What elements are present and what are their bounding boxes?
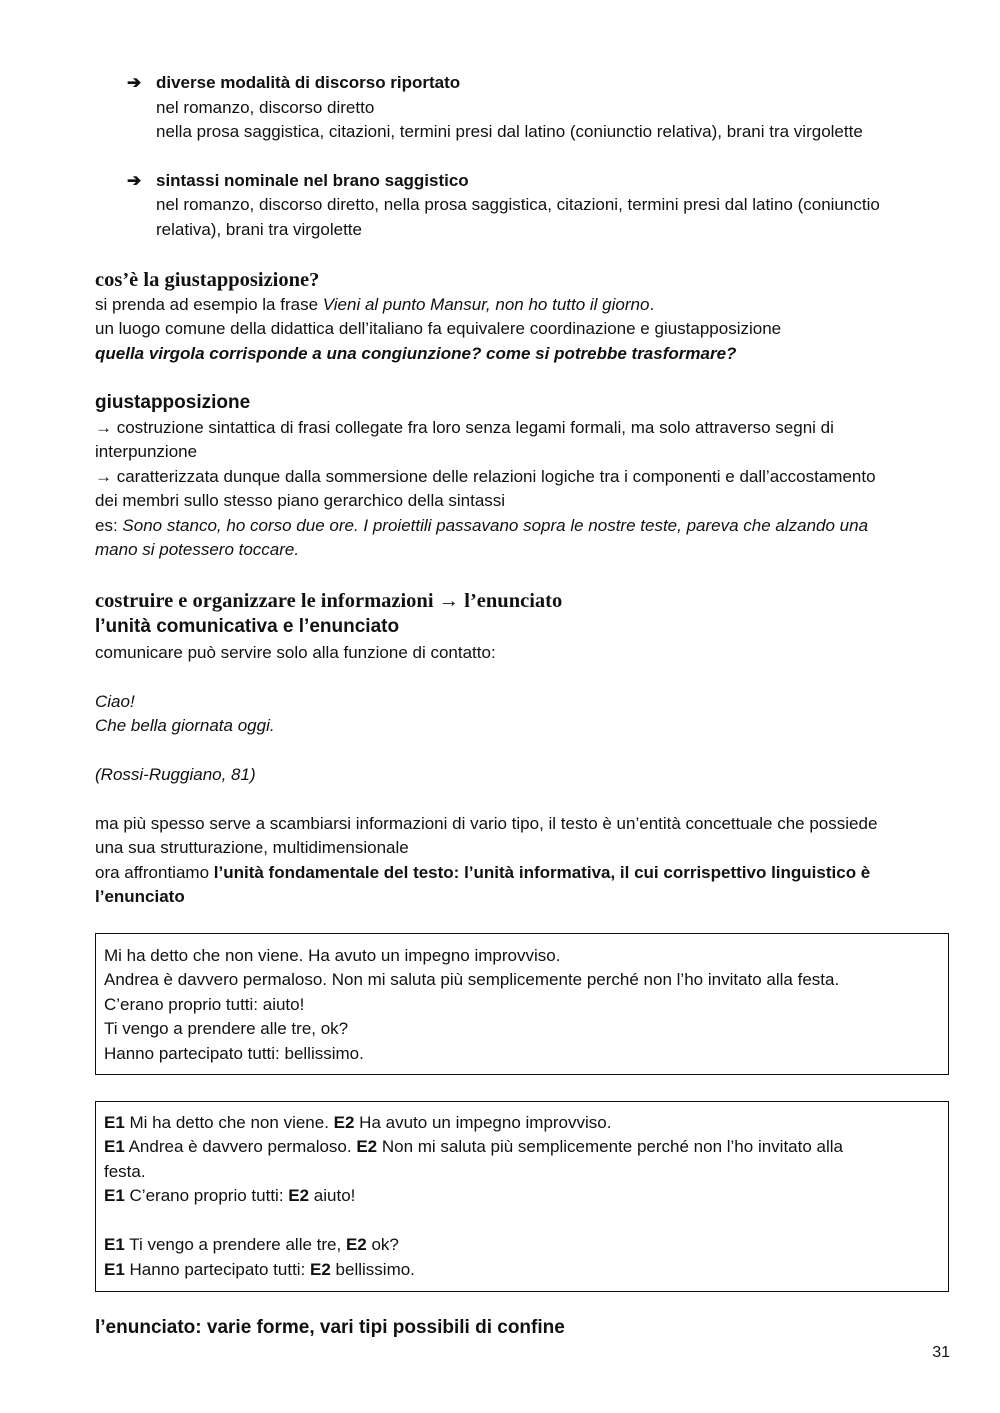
box-line bbox=[104, 1258, 415, 1282]
bullet-title: sintassi nominale nel brano saggistico bbox=[156, 171, 469, 190]
section-heading: costruire e organizzare le informazioni → l’enunciato bbox=[95, 590, 563, 612]
section-heading: cos’è la giustapposizione? bbox=[95, 269, 320, 291]
example-box bbox=[95, 933, 949, 1075]
box-line bbox=[104, 1111, 611, 1135]
box-line: C’erano proprio tutti: aiuto! bbox=[104, 995, 305, 1014]
label-e2: E2 bbox=[345, 1235, 367, 1254]
label-e2: E2 bbox=[356, 1137, 378, 1156]
example-line bbox=[95, 514, 868, 538]
label-e2: E2 bbox=[288, 1186, 310, 1205]
text-run: aiuto! bbox=[309, 1186, 356, 1205]
text-run: Andrea è davvero permaloso. bbox=[124, 1137, 357, 1156]
example-line: Ciao! bbox=[95, 692, 135, 711]
label-e1: E1 bbox=[104, 1235, 125, 1254]
paragraph-line bbox=[95, 293, 654, 317]
label-e2: E2 bbox=[310, 1260, 331, 1279]
citation: (Rossi-Ruggiano, 81) bbox=[95, 765, 256, 784]
text-run: Ti vengo a prendere alle tre, bbox=[124, 1235, 346, 1254]
text-run: si prenda ad esempio la frase bbox=[95, 295, 323, 314]
text-run: Non mi saluta più semplicemente perché non l’ho invitato alla bbox=[377, 1137, 843, 1156]
bullet-line: nella prosa saggistica, citazioni, termini presi dal latino (coniunctio relativa), brani tra virgolette bbox=[156, 122, 863, 141]
example-label: es: bbox=[95, 516, 123, 535]
bullet-line: relativa), brani tra virgolette bbox=[156, 220, 362, 239]
example-line: Che bella giornata oggi. bbox=[95, 716, 275, 735]
box-line bbox=[104, 1233, 399, 1257]
box-line: festa. bbox=[104, 1162, 146, 1181]
paragraph-line: l’enunciato bbox=[95, 887, 185, 906]
text-run: ok? bbox=[366, 1235, 399, 1254]
paragraph-line: una sua strutturazione, multidimensionale bbox=[95, 838, 409, 857]
box-line: Mi ha detto che non viene. Ha avuto un impegno improvviso. bbox=[104, 946, 561, 965]
bullet-line: nel romanzo, discorso diretto bbox=[156, 98, 375, 117]
paragraph-line: → caratterizzata dunque dalla sommersione delle relazioni logiche tra i componenti e dall’accostamento bbox=[95, 467, 876, 486]
bold-run: l’unità fondamentale del testo: l’unità informativa, il cui corrispettivo linguistico è bbox=[213, 863, 871, 882]
label-e1: E1 bbox=[104, 1113, 125, 1132]
arrow-bullet-icon: ➔ bbox=[127, 73, 142, 92]
label-e1: E1 bbox=[104, 1137, 125, 1156]
bullet-line: nel romanzo, discorso diretto, nella prosa saggistica, citazioni, termini presi dal latino (coniunctio bbox=[156, 195, 880, 214]
example-text: Sono stanco, ho corso due ore. I proiettili passavano sopra le nostre teste, pareva che alzando una bbox=[122, 516, 869, 535]
label-e1: E1 bbox=[104, 1186, 125, 1205]
paragraph-line: dei membri sullo stesso piano gerarchico della sintassi bbox=[95, 491, 506, 510]
paragraph-line: → costruzione sintattica di frasi collegate fra loro senza legami formali, ma solo attraverso segni di bbox=[95, 418, 834, 437]
text-run: bellissimo. bbox=[330, 1260, 415, 1279]
bullet-title: diverse modalità di discorso riportato bbox=[156, 73, 461, 92]
arrow-bullet-icon: ➔ bbox=[127, 171, 142, 190]
subsection-heading: l’unità comunicativa e l’enunciato bbox=[95, 616, 400, 637]
text-run: C’erano proprio tutti: bbox=[124, 1186, 289, 1205]
paragraph-line: un luogo comune della didattica dell’italiano fa equivalere coordinazione e giustapposizione bbox=[95, 319, 782, 338]
box-line: Ti vengo a prendere alle tre, ok? bbox=[104, 1019, 349, 1038]
label-e2: E2 bbox=[333, 1113, 355, 1132]
paragraph-line: ma più spesso serve a scambiarsi informazioni di vario tipo, il testo è un’entità concettuale che possiede bbox=[95, 814, 878, 833]
box-line bbox=[104, 1184, 355, 1208]
page-number: 31 bbox=[932, 1344, 950, 1361]
section-heading: giustapposizione bbox=[95, 392, 251, 413]
text-run: Hanno partecipato tutti: bbox=[124, 1260, 311, 1279]
text-run: ora affrontiamo bbox=[95, 863, 214, 882]
annotated-example-box bbox=[95, 1101, 949, 1292]
box-line bbox=[104, 1135, 843, 1159]
text-run: . bbox=[649, 295, 655, 314]
text-run: Mi ha detto che non viene. bbox=[124, 1113, 334, 1132]
label-e1: E1 bbox=[104, 1260, 125, 1279]
paragraph-line bbox=[95, 861, 870, 885]
example-text: mano si potessero toccare. bbox=[95, 540, 300, 559]
paragraph-line: comunicare può servire solo alla funzione di contatto: bbox=[95, 643, 496, 662]
example-sentence: Vieni al punto Mansur, non ho tutto il giorno bbox=[322, 295, 650, 314]
paragraph-line: interpunzione bbox=[95, 442, 198, 461]
section-heading: l’enunciato: varie forme, vari tipi possibili di confine bbox=[95, 1317, 565, 1338]
box-line: Hanno partecipato tutti: bellissimo. bbox=[104, 1044, 364, 1063]
box-line: Andrea è davvero permaloso. Non mi saluta più semplicemente perché non l’ho invitato alla festa. bbox=[104, 970, 840, 989]
question-line: quella virgola corrisponde a una congiunzione? come si potrebbe trasformare? bbox=[95, 344, 737, 363]
text-run: Ha avuto un impegno improvviso. bbox=[354, 1113, 612, 1132]
